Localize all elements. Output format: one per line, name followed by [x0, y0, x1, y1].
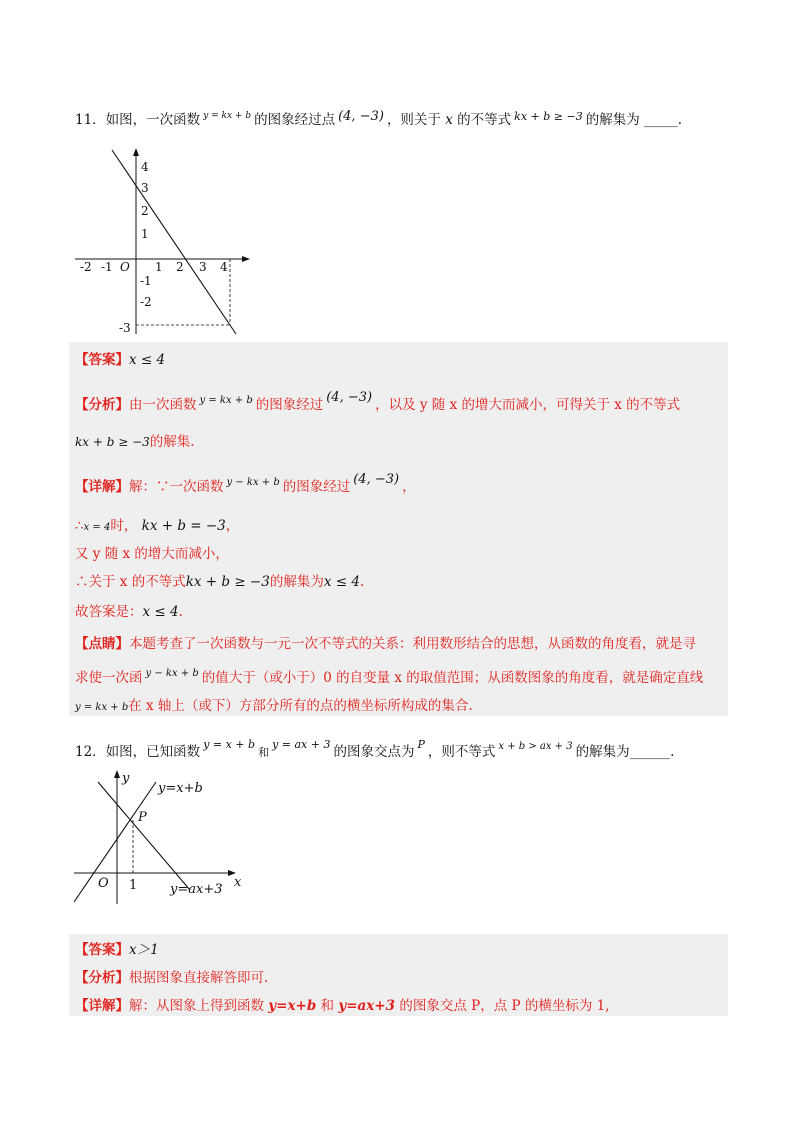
q12-point: P [417, 738, 425, 751]
q11-function-line [112, 150, 236, 334]
detail-text: 和 [316, 998, 339, 1014]
answer-value: x＞1 [129, 942, 159, 958]
q11-x-arrow [242, 256, 250, 262]
q11-var: x [445, 112, 453, 128]
sol12-answer [75, 938, 159, 958]
q11-ytick: 2 [141, 204, 149, 218]
step-math: x ≤ 4 [142, 604, 179, 620]
step-text: . [178, 604, 183, 620]
sol11-point-b [75, 666, 703, 686]
q11-ytick: -2 [140, 295, 152, 309]
detail-point: (4, −3) [353, 472, 400, 487]
q12-line1-label: y=x+b [158, 781, 203, 796]
q11-xtick: 1 [155, 260, 163, 274]
detail-tag: 【详解】 [75, 479, 129, 495]
sol12-analysis [75, 966, 268, 986]
sol11-answer [75, 348, 165, 368]
q11-point: (4, −3) [338, 109, 384, 124]
q12-mid3: ，则不等式 [427, 744, 496, 760]
question-11 [75, 108, 682, 128]
analysis-tag: 【分析】 [75, 970, 129, 986]
q12-prefix: 12．如图，已知函数 [75, 744, 201, 760]
q11-xtick: 3 [199, 260, 207, 274]
sol11-detail [75, 472, 416, 495]
q12-line2-label: y=ax+3 [170, 882, 223, 897]
detail-text: 的图象经过 [282, 479, 351, 495]
q11-mid1: 的图象经过点 [254, 112, 336, 128]
q12-y-label: y [122, 771, 130, 786]
sol11-analysis [75, 390, 680, 413]
point-tag: 【点睛】 [75, 636, 129, 652]
analysis-func: y = kx + b [199, 395, 253, 406]
analysis-text: 由一次函数 [129, 397, 197, 413]
step-text: 故答案是： [75, 604, 143, 620]
answer-value: x ≤ 4 [129, 352, 166, 368]
analysis-text: ，以及 y 随 x 的增大而减小，可得关于 x 的不等式 [375, 397, 681, 413]
point-text: 在 x 轴上（或下）方部分所有的点的横坐标所构成的集合. [128, 698, 473, 714]
detail-func: y − kx + b [226, 477, 280, 488]
detail-text: 解：∵一次函数 [129, 479, 224, 495]
detail-tag: 【详解】 [75, 998, 129, 1014]
detail-func: y=x+b [268, 998, 317, 1014]
analysis-ineq: kx + b ≥ −3 [75, 435, 150, 449]
step-math: x ≤ 4 [323, 574, 360, 590]
point-text: 求使一次函 [75, 670, 143, 686]
q11-ytick: -1 [140, 274, 152, 288]
analysis-point: (4, −3) [326, 390, 373, 405]
solution-11 [69, 342, 728, 716]
sol11-point [75, 632, 696, 652]
q11-suffix: 的解集为 _____. [585, 112, 683, 128]
q12-x-label: x [234, 875, 242, 890]
step-text: ∴关于 x 的不等式 [75, 574, 186, 590]
q12-p-label: P [138, 810, 147, 825]
q11-ytick: 3 [141, 181, 149, 195]
q12-ineq: x + b > ax + 3 [498, 741, 573, 752]
q11-ytick: -3 [119, 321, 131, 335]
detail-func: y=ax+3 [338, 998, 396, 1014]
q11-mid2: ，则关于 [386, 112, 441, 128]
q12-mid2: 的图象交点为 [333, 744, 415, 760]
analysis-text: 的解集. [149, 434, 195, 450]
q11-ytick: 1 [141, 227, 149, 241]
point-func: y = kx + b [75, 702, 129, 713]
step-text: ∴ [75, 518, 84, 534]
step-text: ， [225, 518, 240, 534]
q12-suffix: 的解集为______. [575, 744, 675, 760]
analysis-text: 根据图象直接解答即可. [129, 970, 269, 986]
q12-y-arrow [114, 770, 120, 778]
step-text: 时， [110, 518, 138, 534]
point-func: y − kx + b [145, 668, 199, 679]
q11-prefix: 11．如图，一次函数 [75, 112, 201, 128]
detail-text: 解：从图象上得到函数 [129, 998, 269, 1014]
sol11-point-c [75, 694, 473, 714]
point-text: 的值大于（或小于）0 的自变量 x 的取值范围；从函数图象的角度看，就是确定直线 [201, 670, 704, 686]
q12-graph [70, 768, 250, 908]
q11-xtick: 2 [176, 260, 184, 274]
q11-xtick: 4 [220, 260, 228, 274]
q11-y-arrow [133, 148, 139, 156]
sol11-step2: 又 y 随 x 的增大而减小， [75, 546, 229, 562]
question-12 [75, 738, 674, 760]
answer-tag: 【答案】 [75, 942, 129, 958]
answer-tag: 【答案】 [75, 352, 129, 368]
point-text: 本题考查了一次函数与一元一次不等式的关系：利用数形结合的思想，从函数的角度看，就是寻 [129, 636, 696, 652]
analysis-text: 的图象经过 [255, 397, 324, 413]
sol11-step4 [75, 600, 183, 620]
sol11-step1 [75, 514, 239, 534]
step-text: . [359, 574, 365, 590]
q11-xtick: -2 [80, 260, 92, 274]
q11-func: y = kx + b [203, 111, 252, 121]
line-y-eq-x-plus-b [74, 782, 156, 902]
q11-xtick: -1 [101, 260, 113, 274]
solution-12 [69, 934, 728, 1016]
detail-text: 的图象交点 P，点 P 的横坐标为 1, [395, 998, 610, 1014]
q11-ineq: kx + b ≥ −3 [514, 110, 583, 123]
detail-text: ， [402, 479, 416, 495]
step-math: kx + b ≥ −3 [185, 574, 270, 590]
sol11-analysis-cont [75, 430, 195, 450]
sol11-step3 [75, 570, 364, 590]
step-math: kx + b = −3 [141, 518, 226, 534]
q12-tick-1: 1 [129, 878, 138, 893]
q12-origin: O [98, 876, 109, 891]
step-math: x = 4 [83, 522, 111, 533]
q11-ytick: 4 [141, 160, 149, 174]
sol12-detail [75, 994, 610, 1014]
q11-mid3: 的不等式 [457, 112, 512, 128]
q12-mid1: 和 [258, 746, 270, 759]
q11-graph [70, 146, 260, 340]
q12-func1: y = x + b [203, 738, 256, 751]
q12-func2: y = ax + 3 [272, 738, 331, 751]
q11-origin: O [120, 260, 130, 274]
line-y-eq-ax-plus-3 [98, 782, 190, 890]
analysis-tag: 【分析】 [75, 397, 129, 413]
step-text: 的解集为 [269, 574, 324, 590]
